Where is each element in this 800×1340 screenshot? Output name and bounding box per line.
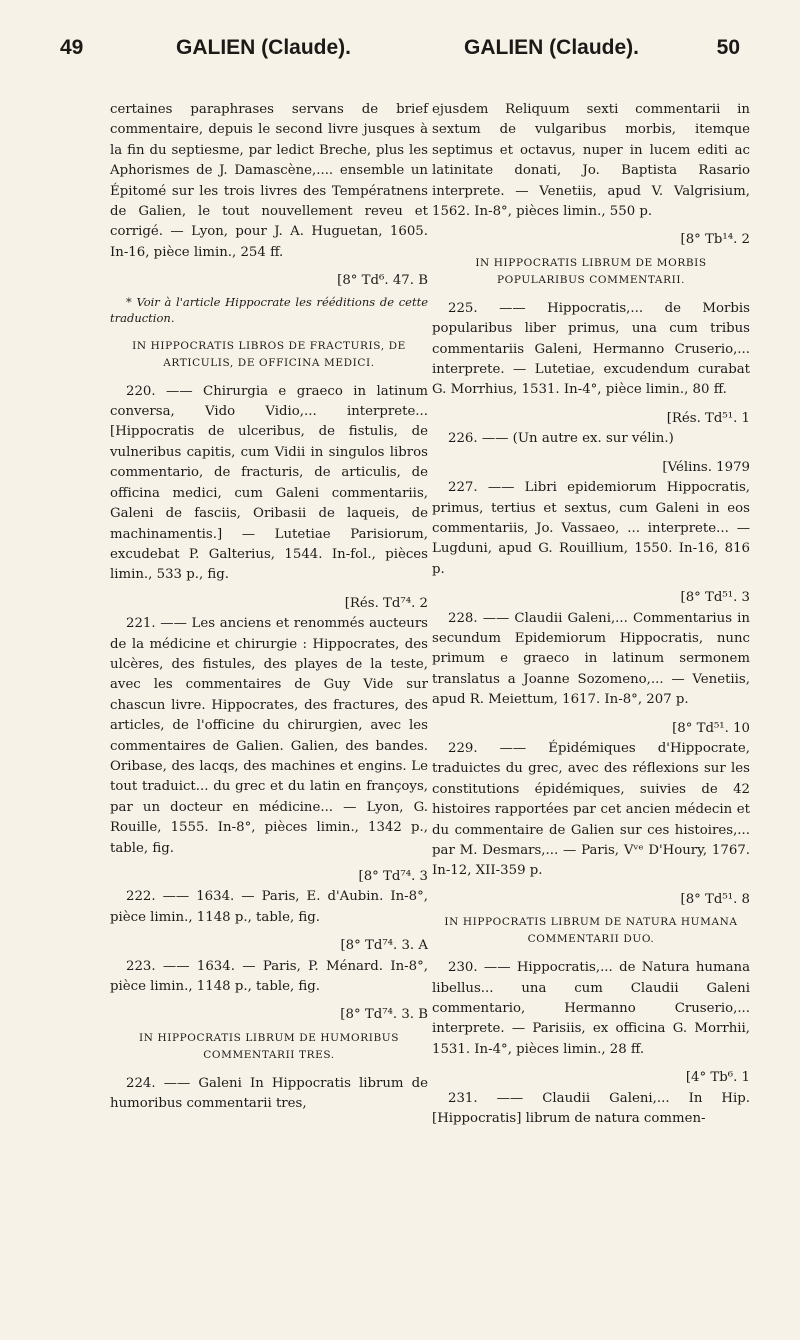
entry-continuation: certaines paraphrases servans de brief commentaire, depuis le second livre jusques à la fin du septiesme, par ledict Breche, plus les Aphorismes de J. Damascène,.... ensemble un Épitomé sur les trois livres des Températnens de Galien, le tout nouvellement reveu et corrigé. — Lyon, pour J. A. Huguetan, 1605. In-16, pièce limin., 254 ff. <box>110 102 428 260</box>
right-column <box>432 100 750 1137</box>
page-number-right: 50 <box>716 36 740 59</box>
shelfmark: [4° Tb⁶. 1 <box>685 1070 750 1086</box>
catalog-entry: 223. —— 1634. — Paris, P. Ménard. In-8°, pièce limin., 1148 p., table, fig. <box>110 958 428 995</box>
catalog-entry: 228. —— Claudii Galeni,... Commentarius in secundum Epidemiorum Hippocratis, nunc primum e graeco in latinum sermonem translatus a Joanne Sozomeno,... — Venetiis, apud R. Meiettum, 1617. In-8°, 207 p. <box>432 610 750 708</box>
footnote: * Voir à l'article Hippocrate les rééditions de cette traduction. <box>110 294 428 325</box>
entry-continuation: ejusdem Reliquum sexti commentarii in sextum de vulgaribus morbis, itemque septimus et octavus, nuper in lucem editi ac latinitate donati, Jo. Baptista Rasario interprete. — Venetiis, apud V. Valgrisium, 1562. In-8°, pièces limin., 550 p. <box>432 102 750 220</box>
section-heading: IN HIPPOCRATIS LIBRUM DE NATURA HUMANA COMMENTARII DUO. <box>444 916 738 946</box>
shelfmark: [8° Td⁵¹. 3 <box>680 590 750 606</box>
catalog-entry: 227. —— Libri epidemiorum Hippocratis, primus, tertius et sextus, cum Galeni in eos commentariis, Jo. Vassaeo, ... interprete... — Lugduni, apud G. Rouillium, 1550. In-16, 816 p. <box>432 480 750 577</box>
running-head-left: GALIEN (Claude). <box>176 36 352 59</box>
page-number-left: 49 <box>60 36 84 59</box>
left-column <box>110 100 428 1123</box>
running-head-right: GALIEN (Claude). <box>464 36 640 59</box>
shelfmark: [8° Td⁷⁴. 3 <box>358 869 428 884</box>
catalog-entry: 226. —— (Un autre ex. sur vélin.) <box>448 431 674 447</box>
catalog-entry: 231. —— Claudii Galeni,... In Hip. [Hippocratis] librum de natura commen- <box>432 1090 750 1127</box>
section-heading: IN HIPPOCRATIS LIBROS DE FRACTURIS, DE ARTICULIS, DE OFFICINA MEDICI. <box>132 339 406 369</box>
catalog-entry: 221. —— Les anciens et renommés aucteurs de la médicine et chirurgie : Hippocrates, des ulcères, des fistules, des playes de la teste, avec les commentaires de Guy Vide sur chascun livre. Hippocrates, des fractures, des articles, de l'officine du chirurgien, avec les commentaires de Galien. Galien, des bandes. Oribase, des lacqs, des machines et engins. Le tout traduict... du grec et du latin en françoys, par un docteur en médicine... — Lyon, G. Rouille, 1555. In-8°, pièces limin., 1342 p., table, fig. <box>110 616 428 856</box>
catalog-entry: 220. —— Chirurgia e graeco in latinum conversa, Vido Vidio,... interprete... [Hippocratis de ulceribus, de fistulis, de vulneribus capitis, cum Vidii in singulos libros commentario, de fracturis, de articulis, de officina medici, cum Galeni commentariis, Galeni de fasciis, Oribasii de laqueis, de machinamentis.] — Lutetiae Parisiorum, excudebat P. Galterius, 1544. In-fol., pièces limin., 533 p., fig. <box>110 383 428 583</box>
catalog-entry: 229. —— Épidémiques d'Hippocrate, traduictes du grec, avec des réflexions sur les constitutions épidémiques, suivies de 42 histoires rapportées par cet ancien médecin et du commentaire de Galien sur ces histoires,... par M. Desmars,... — Paris, Vᵛᵉ D'Houry, 1767. In-12, XII-359 p. <box>432 740 750 879</box>
shelfmark: [Vélins. 1979 <box>662 459 750 475</box>
shelfmark: [8° Td⁷⁴. 3. B <box>340 1007 428 1023</box>
shelfmark: [Rés. Td⁵¹. 1 <box>666 410 750 426</box>
section-heading: IN HIPPOCRATIS LIBRUM DE HUMORIBUS COMMENTARII TRES. <box>138 1031 400 1061</box>
shelfmark: [8° Tb¹⁴. 2 <box>680 232 750 248</box>
catalog-entry: 230. —— Hippocratis,... de Natura humana libellus... una cum Claudii Galeni commentario, Hermanno Cruserio,... interprete. — Parisiis, ex officina G. Morrhii, 1531. In-4°, pièces limin., 28 ff. <box>432 960 750 1057</box>
shelfmark: [8° Td⁵¹. 8 <box>680 891 750 907</box>
shelfmark: [8° Td⁶. 47. B <box>337 273 428 289</box>
shelfmark: [Rés. Td⁷⁴. 2 <box>344 595 428 611</box>
shelfmark: [8° Td⁷⁴. 3. A <box>340 938 428 954</box>
catalog-entry: 222. —— 1634. — Paris, E. d'Aubin. In-8°, pièce limin., 1148 p., table, fig. <box>110 889 428 925</box>
section-heading: IN HIPPOCRATIS LIBRUM DE MORBIS POPULARIBUS COMMENTARII. <box>475 256 707 286</box>
catalog-entry: 225. —— Hippocratis,... de Morbis popularibus liber primus, una cum tribus commentariis Galeni, Hermanno Cruserio,... interprete. — Lutetiae, excudendum curabat G. Morrhius, 1531. In-4°, pièce limin., 80 ff. <box>432 300 750 398</box>
catalog-entry: 224. —— Galeni In Hippocratis librum de humoribus commentarii tres, <box>110 1075 428 1112</box>
running-header <box>60 36 740 76</box>
shelfmark: [8° Td⁵¹. 10 <box>672 720 750 736</box>
